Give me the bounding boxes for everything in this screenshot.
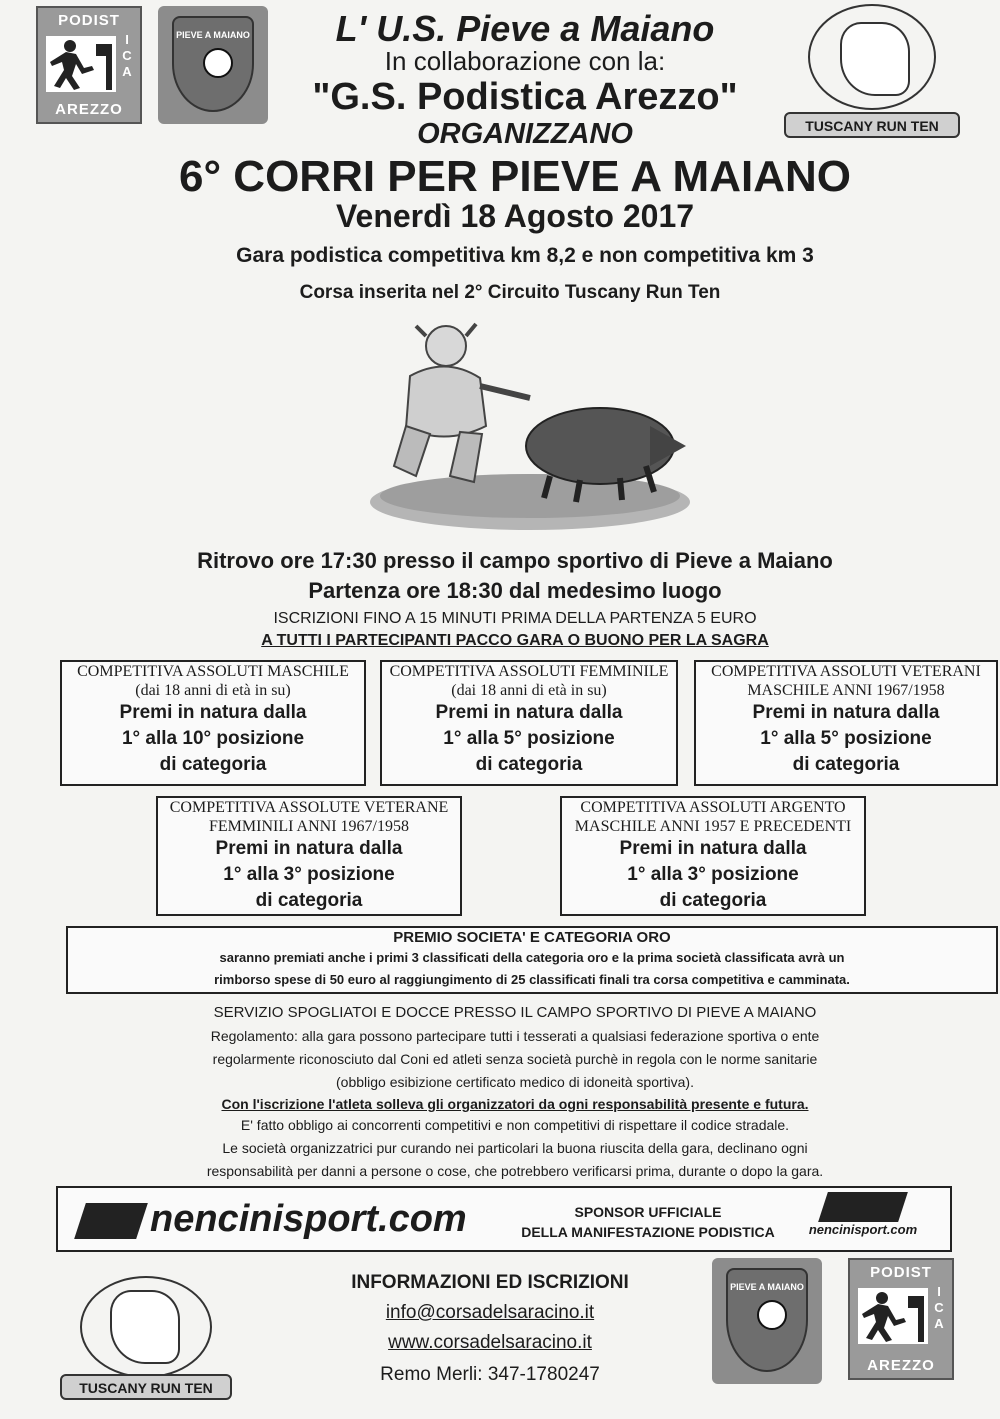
logo-text-tuscany: TUSCANY RUN TEN (784, 112, 960, 138)
category-prize: Premi in natura dalla (619, 838, 807, 859)
iscrizioni-line: ISCRIZIONI FINO A 15 MINUTI PRIMA DELLA PARTENZA 5 EURO (273, 610, 757, 627)
category-prize: 1° alla 3° posizione (223, 864, 395, 885)
partenza-line: Partenza ore 18:30 dal medesimo luogo (308, 578, 722, 603)
race-description: Gara podistica competitiva km 8,2 e non competitiva km 3 (236, 244, 814, 267)
football-icon (203, 48, 233, 78)
category-subtitle: (dai 18 anni di età in su) (451, 682, 607, 699)
partner-heading: "G.S. Podistica Arezzo" (312, 76, 738, 118)
category-prize: Premi in natura dalla (435, 702, 623, 723)
logo-text-arezzo: AREZZO (55, 101, 123, 118)
nencinisport-logo (80, 1198, 467, 1241)
category-box (560, 796, 866, 916)
regolamento-line: E' fatto obbligo ai concorrenti competitivi e non competitivi di rispettare il codice stradale. (240, 1117, 790, 1133)
logo-text-arezzo: AREZZO (867, 1357, 935, 1374)
logo-text-podist: PODIST (58, 12, 120, 29)
category-prize: 1° alla 10° posizione (121, 728, 305, 749)
category-title: COMPETITIVA ASSOLUTI ARGENTO (580, 799, 846, 816)
sponsor-label (498, 1202, 798, 1242)
collaboration-line: In collaborazione con la: (384, 46, 666, 76)
category-prize: di categoria (159, 754, 267, 775)
premio-line: rimborso spese di 50 euro al raggiungimento di 25 classificati finali tra corsa competitiva e camminata. (214, 972, 850, 987)
circuit-line: Corsa inserita nel 2° Circuito Tuscany Run Ten (299, 282, 721, 303)
premio-title: PREMIO SOCIETA' E CATEGORIA ORO (393, 929, 671, 946)
sponsor-brand-small: nencinisport.com (808, 1222, 918, 1237)
regolamento-line: responsabilità per danni a persone o cose, che potrebbero verificarsi prima, durante o dopo la gara. (206, 1163, 824, 1179)
tuscany-map-icon (110, 1290, 180, 1364)
runner-icon (46, 36, 116, 92)
sponsor-label-line: SPONSOR UFFICIALE (574, 1204, 722, 1220)
regolamento-line: (obbligo esibizione certificato medico di idoneità sportiva). (336, 1074, 694, 1090)
category-prize: Premi in natura dalla (752, 702, 940, 723)
category-prize: di categoria (659, 890, 767, 911)
category-title: COMPETITIVA ASSOLUTE VETERANE (169, 799, 449, 816)
premio-line: saranno premiati anche i primi 3 classificati della categoria oro e la prima società classificata avrà un (219, 950, 845, 965)
podistica-arezzo-logo (36, 6, 142, 124)
sponsor-bar (56, 1186, 952, 1252)
runner-icon (858, 1288, 928, 1344)
category-subtitle: MASCHILE ANNI 1967/1958 (747, 682, 945, 699)
category-prize: Premi in natura dalla (119, 702, 307, 723)
category-subtitle: FEMMINILI ANNI 1967/1958 (209, 818, 409, 835)
sponsor-label-line: DELLA MANIFESTAZIONE PODISTICA (521, 1224, 775, 1240)
logo-text-ica: I C A (934, 1284, 944, 1331)
ns-mark-icon (818, 1192, 908, 1222)
category-title: COMPETITIVA ASSOLUTI MASCHILE (77, 663, 349, 680)
pieve-a-maiano-logo (712, 1258, 822, 1384)
category-subtitle: MASCHILE ANNI 1957 E PRECEDENTI (574, 818, 852, 835)
ritrovo-line: Ritrovo ore 17:30 presso il campo sportivo di Pieve a Maiano (197, 548, 833, 573)
premio-societa-box (66, 926, 998, 994)
category-prize: 1° alla 3° posizione (627, 864, 799, 885)
logo-text-podist: PODIST (870, 1264, 932, 1281)
ns-mark-icon (74, 1203, 148, 1239)
event-title: 6° CORRI PER PIEVE A MAIANO (179, 152, 851, 201)
category-prize: di categoria (255, 890, 363, 911)
mascot-illustration (350, 316, 690, 536)
info-website-link[interactable]: www.corsadelsaracino.it (388, 1332, 592, 1353)
category-box (156, 796, 462, 916)
category-title: COMPETITIVA ASSOLUTI FEMMINILE (389, 663, 669, 680)
tuscany-run-ten-logo (60, 1276, 232, 1400)
info-heading: INFORMAZIONI ED ISCRIZIONI (351, 1272, 629, 1293)
podistica-arezzo-logo (848, 1258, 954, 1380)
logo-text-pieve: PIEVE A MAIANO (176, 30, 250, 40)
regolamento-line: regolarmente riconosciuto dal Coni ed atleti senza società purchè in regola con le norme sanitarie (212, 1051, 818, 1067)
responsabilita-line: Con l'iscrizione l'atleta solleva gli organizzatori da ogni responsabilità presente e futura. (221, 1096, 809, 1112)
info-contact: Remo Merli: 347-1780247 (380, 1364, 600, 1385)
regolamento-line: Le società organizzatrici pur curando nei particolari la buona riuscita della gara, declinano ogni (222, 1140, 808, 1156)
category-subtitle: (dai 18 anni di età in su) (135, 682, 291, 699)
category-prize: 1° alla 5° posizione (760, 728, 932, 749)
category-box (694, 660, 998, 786)
logo-text-tuscany: TUSCANY RUN TEN (60, 1374, 232, 1400)
category-title: COMPETITIVA ASSOLUTI VETERANI (711, 663, 981, 680)
logo-text-pieve: PIEVE A MAIANO (730, 1282, 804, 1292)
info-email-link[interactable]: info@corsadelsaracino.it (385, 1302, 595, 1323)
football-icon (757, 1300, 787, 1330)
nencinisport-small-logo (798, 1192, 928, 1237)
category-prize: di categoria (475, 754, 583, 775)
sponsor-brand: nencinisport.com (150, 1198, 467, 1240)
event-date: Venerdì 18 Agosto 2017 (335, 198, 695, 234)
regolamento-line: Regolamento: alla gara possono partecipare tutti i tesserati a qualsiasi federazione sportiva o ente (210, 1028, 820, 1044)
tuscany-map-icon (840, 22, 910, 96)
organizer-heading: L' U.S. Pieve a Maiano (335, 8, 715, 49)
spogliatoi-line: SERVIZIO SPOGLIATOI E DOCCE PRESSO IL CAMPO SPORTIVO DI PIEVE A MAIANO (213, 1004, 817, 1021)
category-box (380, 660, 678, 786)
category-prize: 1° alla 5° posizione (443, 728, 615, 749)
category-prize: Premi in natura dalla (215, 838, 403, 859)
organize-heading: ORGANIZZANO (417, 118, 633, 150)
tuscany-run-ten-logo (784, 4, 960, 138)
logo-text-ica: I C A (122, 32, 132, 79)
category-box (60, 660, 366, 786)
pacco-gara-line: A TUTTI I PARTECIPANTI PACCO GARA O BUONO PER LA SAGRA (261, 632, 769, 649)
category-prize: di categoria (792, 754, 900, 775)
